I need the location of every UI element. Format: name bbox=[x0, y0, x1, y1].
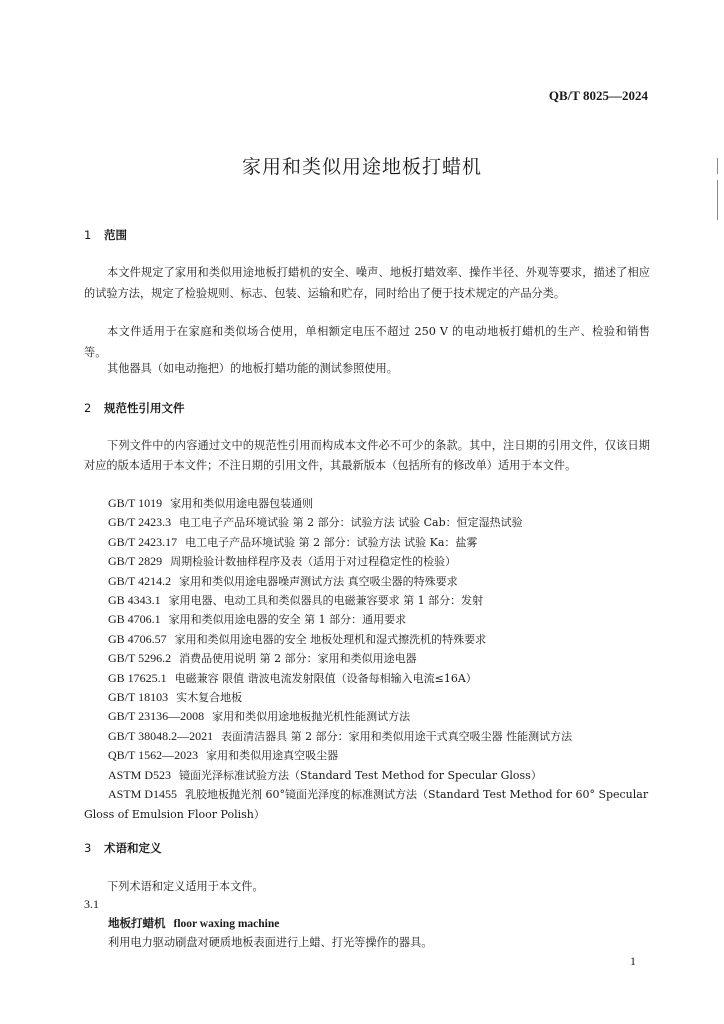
reference-title: 家用电器、电动工具和类似器具的电磁兼容要求 第 1 部分：发射 bbox=[168, 594, 484, 608]
section-1-heading bbox=[84, 227, 127, 243]
section-number: 3 bbox=[84, 841, 92, 855]
reference-code: GB/T 1019 bbox=[108, 496, 163, 510]
document-title: 家用和类似用途地板打蜡机 bbox=[241, 156, 482, 178]
section-number: 2 bbox=[84, 401, 92, 415]
reference-code: GB/T 5296.2 bbox=[108, 651, 172, 666]
scope-paragraph: 本文件规定了家用和类似用途地板打蜡机的安全、噪声、地板打蜡效率、操作半径、外观等要求，描述了相应的试验方法，规定了检验规则、标志、包装、运输和贮存，同时给出了便于技术规定的产品分类。 bbox=[84, 266, 650, 300]
reference-code: GB/T 4214.2 bbox=[108, 573, 172, 588]
reference-code: GB/T 23136—2008 bbox=[108, 709, 205, 724]
reference-title: 电工电子产品环境试验 第 2 部分：试验方法 试验 Cab：恒定湿热试验 bbox=[179, 516, 523, 530]
reference-item bbox=[84, 766, 654, 785]
reference-title: 家用和类似用途电器的安全 第 1 部分：通用要求 bbox=[168, 613, 407, 627]
reference-title: 电工电子产品环境试验 第 2 部分：试验方法 试验 Ka：盐雾 bbox=[185, 535, 478, 549]
reference-item bbox=[84, 533, 654, 552]
reference-item bbox=[84, 688, 654, 707]
reference-code: GB/T 2829 bbox=[108, 554, 163, 569]
reference-item bbox=[84, 591, 654, 610]
reference-title: 家用和类似用途地板抛光机性能测试方法 bbox=[212, 710, 411, 724]
term-definition: 利用电力驱动刷盘对硬质地板表面进行上蜡、打光等操作的器具。 bbox=[108, 936, 433, 949]
normative-references-list bbox=[84, 494, 654, 824]
reference-title: 表面清洁器具 第 2 部分：家用和类似用途干式真空吸尘器 性能测试方法 bbox=[221, 729, 573, 743]
term-english: floor waxing machine bbox=[173, 918, 280, 930]
reference-item bbox=[84, 649, 654, 668]
reference-title: 家用和类似用途电器噪声测试方法 真空吸尘器的特殊要求 bbox=[179, 574, 458, 588]
reference-item bbox=[84, 552, 654, 571]
terms-intro: 下列术语和定义适用于本文件。 bbox=[107, 880, 264, 893]
scope-paragraph: 本文件适用于在家庭和类似场合使用，单相额定电压不超过 250 V 的电动地板打蜡机的生产、检验和销售等。 bbox=[84, 325, 650, 359]
scope-paragraph: 其他器具（如电动拖把）的地板打蜡功能的测试参照使用。 bbox=[107, 362, 398, 375]
reference-item bbox=[84, 707, 654, 726]
section-title: 术语和定义 bbox=[104, 841, 162, 855]
reference-title: 家用和类似用途真空吸尘器 bbox=[206, 749, 339, 763]
reference-title: 镜面光泽标准试验方法（Standard Test Method for Specular Gloss） bbox=[179, 768, 542, 782]
reference-item bbox=[84, 785, 654, 824]
reference-item bbox=[84, 572, 654, 591]
reference-code: GB/T 38048.2—2021 bbox=[108, 728, 214, 743]
reference-item bbox=[84, 494, 654, 513]
section-title: 范围 bbox=[104, 228, 127, 242]
term-number: 3.1 bbox=[84, 897, 99, 911]
reference-title: 家用和类似用途电器包装通则 bbox=[170, 497, 314, 510]
reference-code: GB/T 2423.17 bbox=[108, 534, 178, 549]
references-intro: 下列文件中的内容通过文中的规范性引用而构成本文件必不可少的条款。其中，注日期的引用文件，仅该日期对应的版本适用于本文件；不注日期的引用文件，其最新版本（包括所有的修改单）适用于本文件。 bbox=[84, 439, 650, 472]
reference-item bbox=[84, 746, 654, 765]
section-2-heading bbox=[84, 400, 185, 416]
reference-title: 乳胶地板抛光剂 60°镜面光泽度的标准测试方法（Standard Test Method for 60° Specular Gloss of Emulsion Floor Polish） bbox=[84, 788, 649, 821]
reference-title: 电磁兼容 限值 谐波电流发射限值（设备每相输入电流≤16A） bbox=[174, 671, 477, 685]
reference-title: 实木复合地板 bbox=[176, 691, 243, 705]
reference-code: GB/T 18103 bbox=[108, 690, 169, 705]
reference-title: 家用和类似用途电器的安全 地板处理机和湿式擦洗机的特殊要求 bbox=[174, 632, 487, 646]
term-heading bbox=[108, 915, 279, 931]
reference-code: GB 4343.1 bbox=[108, 593, 161, 608]
reference-code: ASTM D523 bbox=[108, 767, 172, 782]
reference-code: ASTM D1455 bbox=[108, 787, 178, 802]
standard-code: QB/T 8025—2024 bbox=[548, 88, 648, 103]
reference-item bbox=[84, 669, 654, 688]
reference-title: 周期检验计数抽样程序及表（适用于对过程稳定性的检验） bbox=[170, 555, 457, 569]
reference-item bbox=[84, 727, 654, 746]
reference-code: GB/T 2423.3 bbox=[108, 515, 172, 530]
section-number: 1 bbox=[84, 228, 92, 242]
reference-code: QB/T 1562—2023 bbox=[108, 748, 199, 763]
reference-code: GB 4706.1 bbox=[108, 612, 161, 627]
scan-edge-mark bbox=[717, 180, 718, 220]
reference-title: 消费品使用说明 第 2 部分：家用和类似用途电器 bbox=[179, 652, 417, 666]
page-number: 1 bbox=[630, 954, 636, 968]
reference-item bbox=[84, 610, 654, 629]
reference-code: GB 17625.1 bbox=[108, 670, 167, 685]
scan-edge-mark bbox=[717, 158, 718, 174]
reference-item bbox=[84, 630, 654, 649]
section-title: 规范性引用文件 bbox=[104, 401, 185, 415]
reference-code: GB 4706.57 bbox=[108, 631, 167, 646]
term-chinese: 地板打蜡机 bbox=[108, 916, 166, 930]
section-3-heading bbox=[84, 840, 162, 856]
reference-item bbox=[84, 513, 654, 532]
